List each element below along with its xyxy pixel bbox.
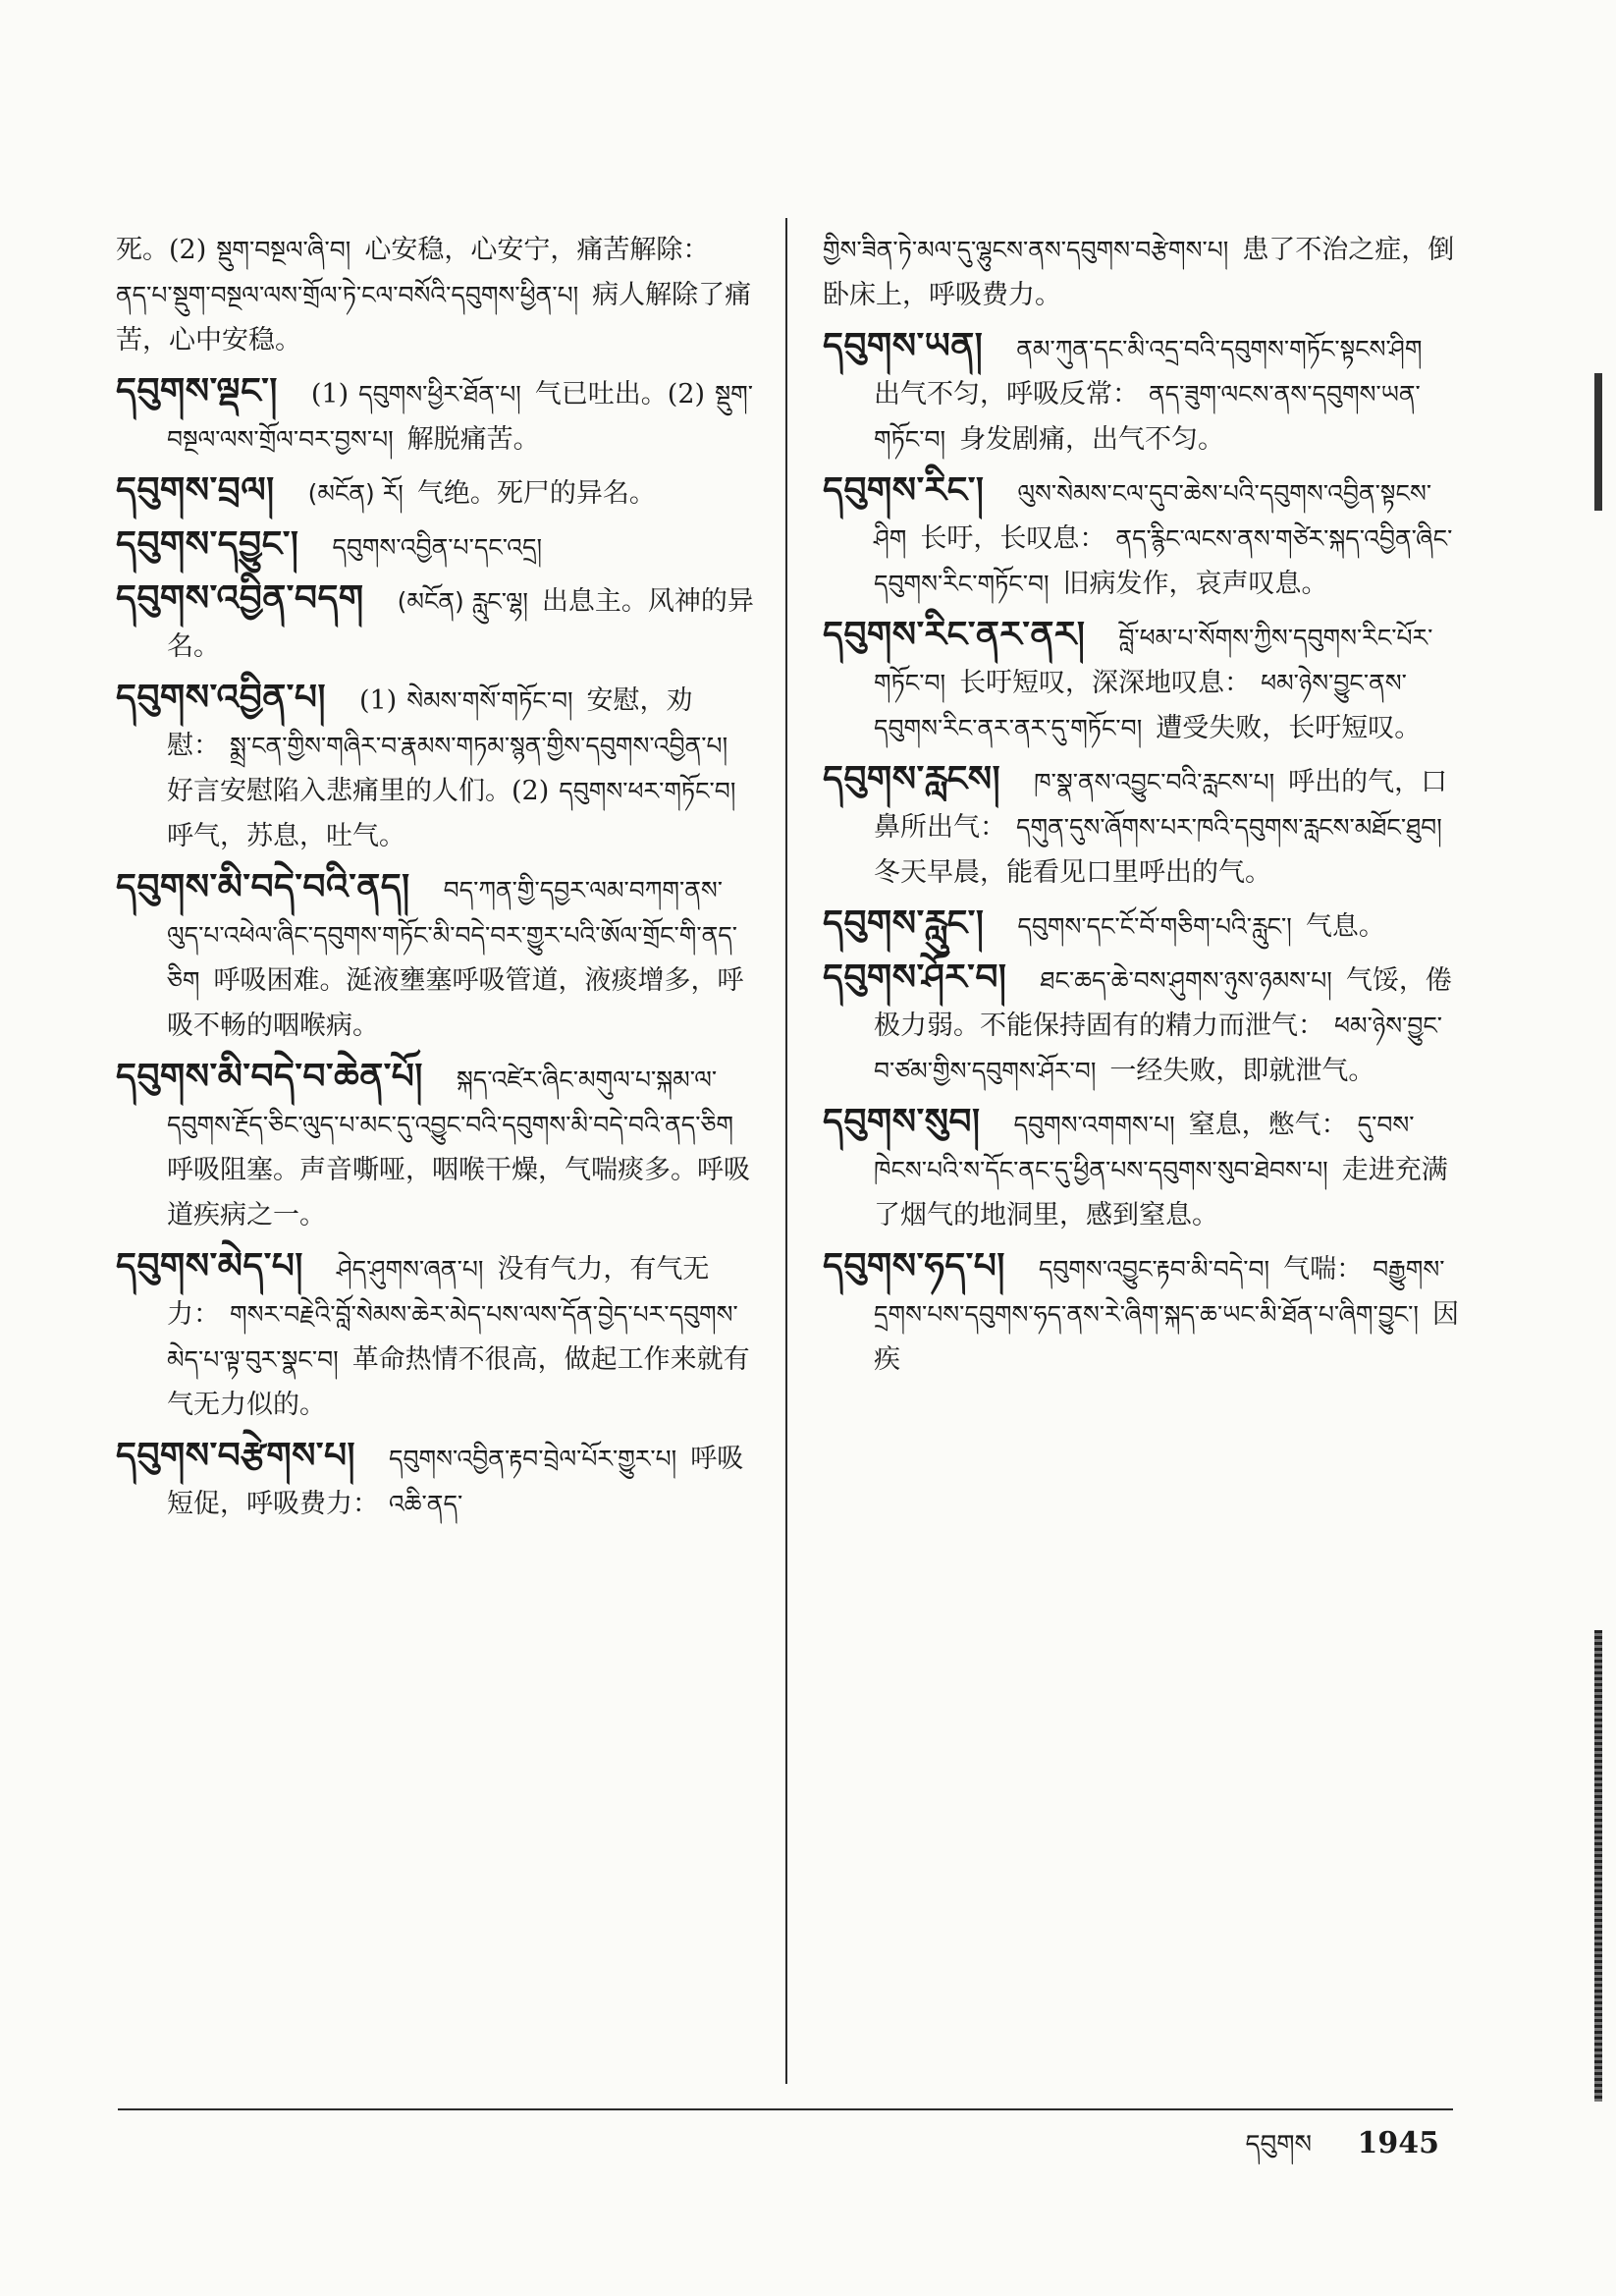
chinese-definition: 一经失败，即就泄气。: [1109, 1056, 1375, 1086]
chinese-definition: 气息。: [1305, 911, 1385, 942]
chinese-definition: 没有气力，有气无力：: [167, 1254, 710, 1330]
chinese-definition: 呼出的气，口鼻所出气：: [874, 767, 1448, 843]
dictionary-entry: [116, 468, 754, 517]
chinese-definition: 出气不匀，呼吸反常：: [874, 379, 1139, 410]
entry-headword: དབུགས་འབྱིན་པ།: [116, 678, 326, 718]
tibetan-text: ཕམ་ཉེས་བྱུང་ནས་དབུགས་རིང་ནར་ནར་དུ་གཏོང་བ།: [874, 669, 1407, 742]
entry-headword: དབུགས་ཡན།: [823, 326, 984, 366]
entry-headword: དབུགས་ལྡང་།: [116, 371, 278, 411]
chinese-definition: 心安稳，心安宁，痛苦解除：: [364, 235, 710, 265]
entry-headword: དབུགས་མེད་པ།: [116, 1246, 303, 1286]
entry-headword: དབུགས་མི་བདེ་བ་ཆེན་པོ།: [116, 1057, 423, 1097]
dictionary-entry: [823, 956, 1461, 1094]
dictionary-entry: [823, 468, 1461, 607]
tibetan-text: ཐང་ཆད་ཆེ་བས་ཤུགས་ཉུས་ཉམས་པ།: [1040, 966, 1332, 995]
tibetan-text: ནམ་ཀུན་དང་མི་འདྲ་བའི་དབུགས་གཏོང་སྟངས་ཤིག: [1016, 335, 1423, 363]
chinese-definition: 身发剧痛，出气不匀。: [959, 424, 1225, 455]
chinese-definition: 窒息，憋气：: [1188, 1110, 1348, 1140]
chinese-definition: (1): [358, 685, 398, 716]
tibetan-text: སེམས་གསོ་གཏོང་བ།: [406, 686, 573, 715]
chinese-definition: 出息主。风神的异名。: [167, 586, 754, 662]
tibetan-text: བད་ཀན་གྱི་དབྱར་ལམ་བཀག་ནས་ལུད་པ་འཕེལ་ཞིང་དབུགས་གཏོང་མི་བདེ་བར་གྱུར་པའི་ཨོལ་གྲོང་གི་ནད་ཅིག: [167, 876, 738, 995]
chinese-definition: 患了不治之症，倒卧床上，呼吸费力。: [823, 235, 1455, 310]
dictionary-entry: [116, 228, 754, 363]
chinese-definition: 好言安慰陷入悲痛里的人们。(2): [167, 776, 550, 806]
chinese-definition: 死。(2): [116, 235, 207, 265]
entry-headword: དབུགས་ཤོར་བ།: [823, 957, 1007, 998]
chinese-definition: 解脱痛苦。: [406, 424, 540, 455]
tibetan-text: (མངོན) རླུང་ལྷ།: [397, 587, 528, 616]
tibetan-text: ཤེད་ཤུགས་ཞན་པ།: [336, 1255, 484, 1284]
chinese-definition: 长吁短叹，深深地叹息：: [959, 668, 1252, 698]
chinese-definition: 因疾: [874, 1299, 1459, 1375]
tibetan-text: དབུགས་འབྱུང་རྟབ་མི་བདེ་བ།: [1038, 1255, 1270, 1284]
binding-edge-mark: [1594, 1630, 1602, 2102]
tibetan-text: སྡུག་བསྔལ་ཞི་བ།: [216, 236, 351, 264]
page-number: 1945: [1357, 2126, 1439, 2160]
tibetan-text: སྐད་འཛེར་ཞིང་མགུལ་པ་སྐམ་ལ་དབུགས་རྔོད་ཅིང་ལུད་པ་མང་དུ་འབྱུང་བའི་དབུགས་མི་བདེ་བའི་ནད་ཅིག: [167, 1066, 733, 1139]
entry-headword: དབུགས་དབྱུང་།: [116, 524, 299, 565]
chinese-definition: 呼吸困难。涎液壅塞呼吸管道，液痰增多，呼吸不畅的咽喉病。: [167, 965, 744, 1041]
tibetan-text: གསར་བརྗེའི་བློ་སེམས་ཆེར་མེད་པས་ལས་དོན་བྱེད་པར་དབུགས་མེད་པ་ལྟ་བུར་སྣང་བ།: [167, 1300, 738, 1374]
dictionary-entry: [116, 522, 754, 571]
tibetan-text: བརྒྱུགས་དྲགས་པས་དབུགས་ཧད་ནས་རེ་ཞིག་སྐད་ཆ་ཡང་མི་ཐོན་པ་ཞིག་བྱུང་།: [874, 1255, 1445, 1329]
chinese-definition: 病人解除了痛苦，心中安稳。: [116, 280, 752, 355]
tibetan-text: ལུས་སེམས་ངལ་དུབ་ཆེས་པའི་དབུགས་འབྱིན་སྟངས་ཤིག: [874, 479, 1432, 553]
tibetan-text: དབུགས་ཕྱིར་ཐོན་པ།: [358, 380, 521, 409]
chinese-definition: 走进充满了烟气的地洞里，感到窒息。: [874, 1155, 1448, 1230]
entry-headword: དབུགས་རིང་།: [823, 470, 985, 511]
tibetan-text: སྡུག་བསྔལ་ལས་གྲོལ་བར་བྱས་པ།: [167, 380, 754, 454]
tibetan-text: ཕམ་ཉེས་བྱུང་བ་ཙམ་གྱིས་དབུགས་ཤོར་བ།: [874, 1011, 1443, 1085]
tibetan-text: ཁ་སྣ་ནས་འབྱུང་བའི་རླངས་པ།: [1034, 768, 1275, 796]
chinese-definition: 长吁，长叹息：: [920, 523, 1106, 554]
chinese-definition: 革命热情不很高，做起工作来就有气无力似的。: [167, 1344, 750, 1420]
tibetan-text: འཆི་ནད་: [389, 1490, 463, 1518]
dictionary-entry: [823, 757, 1461, 896]
entry-headword: དབུགས་རླུང་།: [823, 903, 985, 944]
chinese-definition: 气喘：: [1283, 1254, 1364, 1285]
dictionary-entry: [116, 1055, 754, 1238]
tibetan-text: ནད་རྙིང་ལངས་ནས་གཙེར་སྐད་འབྱིན་ཞིང་དབུགས་རིང་གཏོང་བ།: [874, 524, 1453, 598]
dictionary-entry: [116, 369, 754, 463]
tibetan-text: ནད་ཟུག་ལངས་ནས་དབུགས་ཡན་གཏོང་བ།: [874, 380, 1421, 454]
chinese-definition: 冬天早晨，能看见口里呼出的气。: [874, 857, 1271, 888]
tibetan-text: དབུགས་འབྱིན་རྟབ་བྲེལ་པོར་གྱུར་པ།: [389, 1445, 677, 1473]
dictionary-entry: [823, 324, 1461, 463]
chinese-definition: 气已吐出。(2): [534, 379, 706, 410]
tibetan-text: སྨྲ་ངན་གྱིས་གཞིར་བ་རྣམས་གཏམ་སྙན་གྱིས་དབུགས་འབྱིན་པ།: [230, 732, 728, 760]
chinese-definition: 呼气，苏息，吐气。: [167, 821, 405, 851]
tibetan-text: (མངོན) རོ།: [307, 479, 404, 508]
chinese-definition: 安慰，劝慰：: [167, 685, 693, 761]
entry-headword: དབུགས་བྲལ།: [116, 470, 275, 511]
chinese-definition: 气绝。死尸的异名。: [416, 478, 656, 509]
dictionary-entry: [116, 1244, 754, 1428]
tibetan-text: ནད་པ་སྡུག་བསྔལ་ལས་གྲོལ་ཏེ་ངལ་བསོའི་དབུགས་ཕྱིན་པ།: [116, 281, 579, 309]
right-column: [823, 228, 1461, 1389]
tibetan-text: དགུན་དུས་ཞོགས་པར་ཁའི་དབུགས་རླངས་མཐོང་ཐུབ།: [1016, 813, 1442, 842]
entry-headword: དབུགས་བརྩེགས་པ།: [116, 1436, 356, 1476]
dictionary-entry: [116, 676, 754, 859]
dictionary-entry: [116, 865, 754, 1049]
entry-headword: དབུགས་འབྱིན་བདག: [116, 578, 364, 619]
dictionary-entry: [823, 613, 1461, 751]
dictionary-entry: [116, 576, 754, 670]
dictionary-entry: [823, 1244, 1461, 1383]
entry-headword: དབུགས་རླངས།: [823, 759, 1001, 799]
dictionary-entry: [823, 1100, 1461, 1238]
entry-headword: དབུགས་རིང་ནར་ནར།: [823, 615, 1086, 655]
entry-headword: དབུགས་སུབ།: [823, 1102, 981, 1142]
chinese-definition: 呼吸阻塞。声音嘶哑，咽喉干燥，气喘痰多。呼吸道疾病之一。: [167, 1155, 750, 1230]
chinese-definition: (1): [310, 379, 350, 410]
tibetan-text: དབུགས་དང་ངོ་བོ་གཅིག་པའི་རླུང་།: [1017, 912, 1292, 941]
binding-edge-mark: [1594, 373, 1602, 511]
tibetan-text: གྱིས་ཟིན་ཏེ་མལ་དུ་ལྷུངས་ནས་དབུགས་བརྩེགས་པ།: [823, 236, 1229, 264]
footer-rule: [118, 2108, 1453, 2110]
tibetan-text: དབུགས་འགགས་པ།: [1013, 1111, 1175, 1139]
dictionary-entry: [116, 1434, 754, 1527]
dictionary-entry: [823, 228, 1461, 318]
entry-headword: དབུགས་ཧད་པ།: [823, 1246, 1005, 1286]
tibetan-text: དབུགས་ཕར་གཏོང་བ།: [559, 777, 736, 805]
tibetan-text: དུ་བས་ཁེངས་པའི་ས་དོང་ནང་དུ་ཕྱིན་པས་དབུགས་སུབ་ཐེབས་པ།: [874, 1111, 1415, 1184]
tibetan-text: དབུགས་འབྱིན་པ་དང་འདྲ།: [332, 533, 543, 562]
chinese-definition: 遭受失败，长吁短叹。: [1156, 713, 1422, 743]
running-headword: དབུགས: [1245, 2130, 1313, 2159]
chinese-definition: 呼吸短促，呼吸费力：: [167, 1444, 744, 1519]
chinese-definition: 旧病发作，哀声叹息。: [1062, 569, 1328, 599]
left-column: [116, 228, 754, 1533]
chinese-definition: 气馁，倦极力弱。不能保持固有的精力而泄气：: [874, 965, 1452, 1041]
dictionary-entry: [823, 902, 1461, 950]
tibetan-text: བློ་ཕམ་པ་སོགས་ཀྱིས་དབུགས་རིང་པོར་གཏོང་བ།: [874, 624, 1433, 697]
page-footer: [1245, 2116, 1439, 2188]
entry-headword: དབུགས་མི་བདེ་བའི་ནད།: [116, 867, 410, 907]
column-divider: [785, 218, 787, 2084]
